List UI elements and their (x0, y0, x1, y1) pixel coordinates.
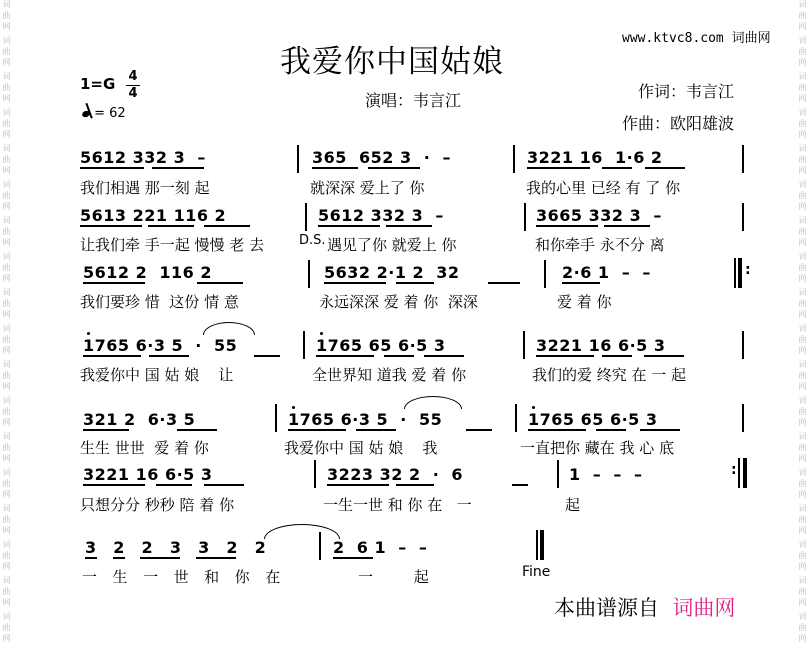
beam-line (156, 484, 192, 486)
watermark-glyph: 词 (2, 180, 11, 189)
watermark-glyph: 曲 (798, 335, 807, 344)
bar-line (314, 460, 316, 488)
repeat-dots: : (745, 262, 751, 278)
watermark-glyph: 网 (798, 454, 807, 463)
notation-measure: 2 6 1 – – (333, 538, 428, 557)
watermark-glyph: 曲 (798, 551, 807, 560)
watermark-glyph: 网 (2, 598, 11, 607)
watermark-glyph: 曲 (2, 587, 11, 596)
beam-line (324, 282, 386, 284)
watermark-glyph: 词 (2, 324, 11, 333)
watermark-glyph: 曲 (798, 119, 807, 128)
notation-measure: 3 2 2 3 3 2 2 (85, 538, 268, 557)
watermark-glyph: 词 (798, 504, 807, 513)
watermark-glyph: 网 (2, 562, 11, 571)
watermark-glyph: 词 (798, 324, 807, 333)
watermark-glyph: 词 (798, 0, 807, 9)
watermark-glyph: 曲 (798, 11, 807, 20)
watermark-glyph: 曲 (798, 623, 807, 632)
notation-measure: 3221 16 6·5 3 (83, 465, 213, 484)
final-end-bar (540, 530, 544, 560)
final-thin-bar (536, 530, 538, 560)
beam-line (396, 484, 434, 486)
beam-line (312, 167, 358, 169)
watermark-glyph: 词 (798, 180, 807, 189)
watermark-glyph: 网 (798, 238, 807, 247)
lyricist-credit: 作词：韦言江 (638, 82, 735, 101)
notation-measure: 1765 65 6·5 3 (316, 336, 446, 355)
tie-slur (264, 524, 340, 539)
key-signature: 1=G (80, 75, 116, 93)
lyric-line: 一 生 一 世 和 你 在 (82, 568, 283, 586)
watermark-glyph: 词 (2, 432, 11, 441)
watermark-glyph: 网 (2, 22, 11, 31)
watermark-glyph: 词 (798, 468, 807, 477)
watermark-glyph: 网 (2, 310, 11, 319)
octave-dot (292, 406, 295, 409)
lyric-line: 永远深深 爱 着 你 深深 (319, 293, 478, 311)
watermark-glyph: 曲 (2, 479, 11, 488)
beam-line (602, 355, 632, 357)
beam-line (196, 557, 236, 559)
beam-line (149, 355, 189, 357)
beam-line (645, 167, 685, 169)
watermark-glyph: 词 (2, 108, 11, 117)
left-watermark (0, 0, 12, 647)
beam-line (488, 282, 520, 284)
bar-line (742, 331, 744, 359)
beam-line (80, 167, 144, 169)
lyric-line: 和你牵手 永不分 离 (535, 236, 665, 254)
watermark-glyph: 词 (798, 216, 807, 225)
octave-dot (320, 332, 323, 335)
watermark-glyph: 词 (2, 72, 11, 81)
bar-line (742, 203, 744, 231)
lyric-line: 起 (565, 496, 581, 514)
notation-measure: 321 2 6·3 5 (83, 410, 196, 429)
bar-line (308, 260, 310, 288)
watermark-glyph: 词 (798, 288, 807, 297)
lyric-line: 生生 世世 爱 着 你 (80, 439, 209, 457)
beam-line (536, 355, 594, 357)
watermark-glyph: 曲 (2, 443, 11, 452)
beam-line (386, 225, 432, 227)
watermark-glyph: 曲 (2, 407, 11, 416)
watermark-glyph: 曲 (2, 119, 11, 128)
beam-line (528, 429, 586, 431)
watermark-glyph: 词 (2, 504, 11, 513)
beam-line (177, 429, 217, 431)
site-url[interactable]: www.ktvc8.com 词曲网 (622, 31, 771, 46)
notation-measure: 3221 16 6·5 3 (536, 336, 666, 355)
watermark-glyph: 词 (798, 540, 807, 549)
beam-line (333, 557, 373, 559)
watermark-glyph: 词 (798, 252, 807, 261)
watermark-glyph: 词 (2, 396, 11, 405)
song-title: 我爱你中国姑娘 (280, 44, 504, 80)
watermark-glyph: 曲 (798, 443, 807, 452)
notation-measure: 5613 221 116 2 (80, 206, 227, 225)
watermark-glyph: 网 (798, 634, 807, 643)
watermark-glyph: 曲 (798, 479, 807, 488)
watermark-glyph: 曲 (2, 227, 11, 236)
notation-measure: 365 652 3 · – (312, 148, 451, 167)
watermark-glyph: 曲 (2, 83, 11, 92)
quarter-note-icon (81, 110, 91, 118)
repeat-dots: : (731, 462, 737, 478)
source-credit: 本曲谱源自 词曲网 (554, 596, 736, 620)
watermark-glyph: 词 (2, 288, 11, 297)
watermark-glyph: 曲 (2, 623, 11, 632)
beam-line (640, 429, 680, 431)
beam-line (254, 355, 280, 357)
bar-line (742, 404, 744, 432)
watermark-glyph: 网 (798, 202, 807, 211)
beam-line (327, 484, 389, 486)
watermark-glyph: 曲 (798, 515, 807, 524)
tie-slur (203, 322, 255, 335)
watermark-glyph: 曲 (798, 371, 807, 380)
watermark-glyph: 网 (2, 58, 11, 67)
bar-line (742, 145, 744, 173)
notation-measure: 3221 16 1·6 2 (527, 148, 663, 167)
repeat-thin-bar (738, 458, 740, 488)
watermark-glyph: 曲 (2, 191, 11, 200)
beam-line (83, 484, 145, 486)
notation-measure: 1765 6·3 5 · 55 (83, 336, 238, 355)
beam-line (424, 355, 464, 357)
beam-line (85, 557, 97, 559)
watermark-glyph: 曲 (798, 407, 807, 416)
beam-line (197, 282, 243, 284)
beam-line (527, 167, 590, 169)
octave-dot (532, 406, 535, 409)
beam-line (148, 225, 194, 227)
watermark-glyph: 曲 (2, 371, 11, 380)
notation-measure: 5612 332 3 – (80, 148, 206, 167)
watermark-glyph: 词 (798, 432, 807, 441)
watermark-glyph: 网 (2, 94, 11, 103)
watermark-glyph: 网 (2, 202, 11, 211)
beam-line (204, 484, 244, 486)
watermark-glyph: 曲 (798, 47, 807, 56)
beam-line (604, 225, 650, 227)
notation-measure: 5632 2·1 2 32 (324, 263, 460, 282)
watermark-glyph: 曲 (798, 263, 807, 272)
watermark-glyph: 词 (2, 144, 11, 153)
watermark-glyph: 网 (2, 238, 11, 247)
watermark-glyph: 曲 (798, 299, 807, 308)
beam-line (316, 355, 374, 357)
lyric-line: 我爱你中 国 姑 娘 我 (284, 439, 438, 457)
watermark-glyph: 词 (798, 144, 807, 153)
lyric-line: 只想分分 秒秒 陪 着 你 (80, 496, 235, 514)
beam-line (83, 282, 145, 284)
watermark-glyph: 网 (798, 598, 807, 607)
watermark-glyph: 网 (798, 418, 807, 427)
watermark-glyph: 网 (2, 274, 11, 283)
beam-line (562, 282, 600, 284)
bar-line (303, 331, 305, 359)
watermark-glyph: 词 (2, 468, 11, 477)
watermark-glyph: 词 (2, 360, 11, 369)
bar-line (275, 404, 277, 432)
beam-line (113, 557, 125, 559)
watermark-glyph: 网 (798, 526, 807, 535)
watermark-glyph: 网 (798, 58, 807, 67)
watermark-glyph: 网 (798, 346, 807, 355)
notation-measure: 2·6 1 – – (562, 263, 651, 282)
watermark-glyph: 词 (2, 576, 11, 585)
beam-line (536, 225, 598, 227)
notation-measure: 1765 6·3 5 · 55 (288, 410, 443, 429)
bar-line (513, 145, 515, 173)
watermark-glyph: 词 (2, 540, 11, 549)
watermark-glyph: 曲 (798, 155, 807, 164)
watermark-glyph: 曲 (2, 299, 11, 308)
watermark-glyph: 网 (2, 490, 11, 499)
beam-line (396, 282, 434, 284)
lyric-line: 遇见了你 就爱上 你 (327, 236, 457, 254)
singer-credit: 演唱：韦言江 (365, 91, 462, 110)
lyric-line: 我们要珍 惜 这份 情 意 (80, 293, 239, 311)
beam-line (83, 355, 141, 357)
watermark-glyph: 网 (2, 454, 11, 463)
notation-measure: 1 – – – (569, 465, 643, 484)
tie-slur (404, 396, 462, 409)
watermark-glyph: 曲 (798, 227, 807, 236)
watermark-glyph: 网 (798, 382, 807, 391)
lyric-line: 一 起 (358, 568, 447, 586)
watermark-glyph: 曲 (2, 155, 11, 164)
source-site-link[interactable]: 词曲网 (672, 596, 736, 620)
beam-line (356, 429, 396, 431)
watermark-glyph: 网 (798, 130, 807, 139)
tempo-marking: = 62 (82, 106, 126, 121)
time-signature: 4 4 (126, 70, 140, 101)
beam-line (80, 225, 142, 227)
lyric-line: 就深深 爱上了 你 (310, 179, 425, 197)
octave-dot (87, 332, 90, 335)
watermark-glyph: 词 (2, 612, 11, 621)
watermark-glyph: 网 (798, 562, 807, 571)
repeat-end-bar (743, 458, 747, 488)
watermark-glyph: 曲 (2, 335, 11, 344)
watermark-glyph: 词 (2, 252, 11, 261)
beam-line (602, 167, 632, 169)
bar-line (515, 404, 517, 432)
notation-measure: 3665 332 3 – (536, 206, 662, 225)
beam-line (152, 167, 204, 169)
ds-marker: D.S. (299, 233, 326, 248)
watermark-glyph: 曲 (2, 263, 11, 272)
bar-line (524, 203, 526, 231)
lyric-line: 一直把你 藏在 我 心 底 (520, 439, 675, 457)
watermark-glyph: 词 (2, 216, 11, 225)
composer-credit: 作曲：欧阳雄波 (622, 114, 735, 133)
watermark-glyph: 网 (798, 22, 807, 31)
repeat-end-bar (738, 258, 742, 288)
watermark-glyph: 曲 (798, 191, 807, 200)
beam-line (466, 429, 492, 431)
beam-line (384, 355, 414, 357)
watermark-glyph: 网 (2, 130, 11, 139)
watermark-glyph: 曲 (798, 83, 807, 92)
lyric-line: 我们的爱 终究 在 一 起 (532, 366, 687, 384)
beam-line (83, 429, 129, 431)
notation-measure: 1765 65 6·5 3 (528, 410, 658, 429)
beam-line (140, 557, 180, 559)
watermark-glyph: 网 (798, 310, 807, 319)
watermark-glyph: 网 (2, 418, 11, 427)
watermark-glyph: 曲 (2, 47, 11, 56)
bar-line (523, 331, 525, 359)
lyric-line: 我们相遇 那一刻 起 (80, 179, 210, 197)
lyric-line: 我的心里 已经 有 了 你 (526, 179, 681, 197)
bar-line (305, 203, 307, 231)
watermark-glyph: 词 (798, 72, 807, 81)
beam-line (318, 225, 380, 227)
watermark-glyph: 网 (798, 94, 807, 103)
bar-line (557, 460, 559, 488)
beam-line (288, 429, 346, 431)
watermark-glyph: 曲 (2, 11, 11, 20)
watermark-glyph: 词 (798, 576, 807, 585)
watermark-glyph: 词 (798, 108, 807, 117)
bar-line (297, 145, 299, 173)
beam-line (596, 429, 626, 431)
notation-measure: 5612 332 3 – (318, 206, 444, 225)
watermark-glyph: 词 (798, 396, 807, 405)
lyric-line: 让我们牵 手一起 慢慢 老 去 (80, 236, 265, 254)
watermark-glyph: 网 (798, 166, 807, 175)
bar-line (544, 260, 546, 288)
beam-line (644, 355, 684, 357)
notation-measure: 5612 2 116 2 (83, 263, 212, 282)
beam-line (368, 167, 420, 169)
watermark-glyph: 网 (2, 634, 11, 643)
watermark-glyph: 网 (2, 166, 11, 175)
watermark-glyph: 网 (798, 274, 807, 283)
fine-marker: Fine (522, 564, 551, 580)
watermark-glyph: 网 (2, 346, 11, 355)
beam-line (512, 484, 528, 486)
watermark-glyph: 词 (798, 612, 807, 621)
watermark-glyph: 网 (2, 382, 11, 391)
bar-line (319, 532, 321, 560)
watermark-glyph: 词 (798, 36, 807, 45)
repeat-thin-bar (734, 258, 736, 288)
watermark-glyph: 曲 (798, 587, 807, 596)
right-watermark (796, 0, 808, 647)
watermark-glyph: 词 (2, 0, 11, 9)
watermark-glyph: 曲 (2, 515, 11, 524)
lyric-line: 爱 着 你 (557, 293, 612, 311)
watermark-glyph: 词 (798, 360, 807, 369)
lyric-line: 我爱你中 国 姑 娘 让 (80, 366, 234, 384)
lyric-line: 全世界知 道我 爱 着 你 (312, 366, 467, 384)
beam-line (204, 225, 250, 227)
watermark-glyph: 网 (798, 490, 807, 499)
notation-measure: 3223 32 2 · 6 (327, 465, 464, 484)
watermark-glyph: 网 (2, 526, 11, 535)
watermark-glyph: 曲 (2, 551, 11, 560)
watermark-glyph: 词 (2, 36, 11, 45)
lyric-line: 一生一世 和 你 在 一 (323, 496, 472, 514)
